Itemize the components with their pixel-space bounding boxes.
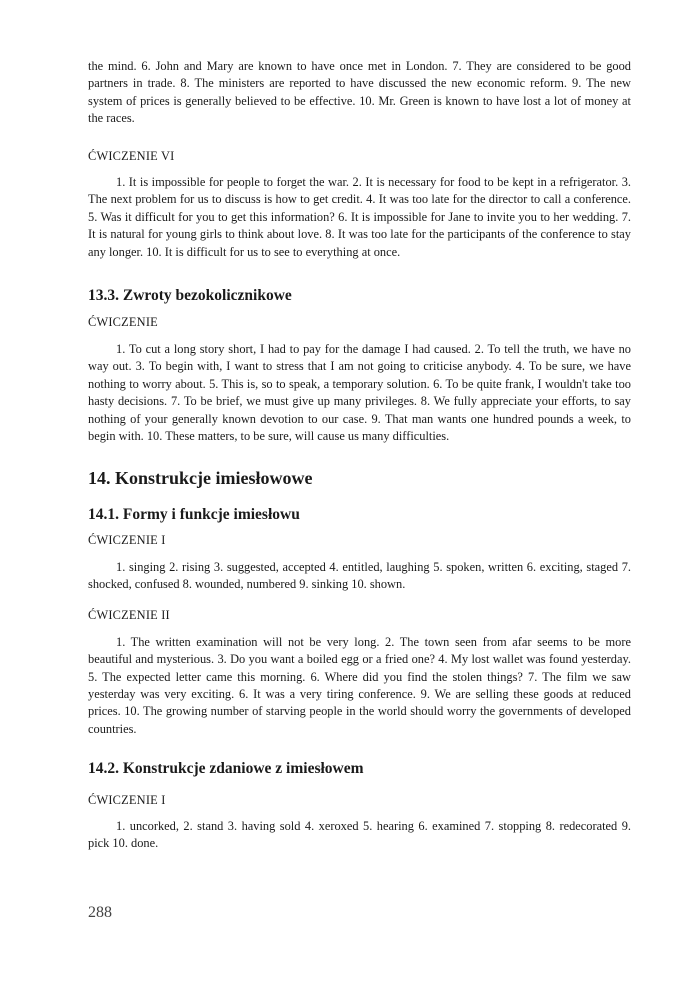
- section-13-3-heading: 13.3. Zwroty bezokolicznikowe: [88, 287, 292, 305]
- page-number: 288: [88, 904, 112, 921]
- exercise-14-1-i-label: ĆWICZENIE I: [88, 533, 166, 548]
- exercise-13-3-label: ĆWICZENIE: [88, 315, 158, 330]
- exercise-14-1-i-text: 1. singing 2. rising 3. suggested, accepted 4. entitled, laughing 5. spoken, written 6. exciting, staged 7. shocked, confused 8. wounded, numbered 9. sinking 10. shown.: [88, 559, 631, 591]
- section-14-1-heading: 14.1. Formy i funkcje imiesłowu: [88, 505, 300, 523]
- exercise-14-1-ii-label: ĆWICZENIE II: [88, 608, 170, 623]
- exercise-14-2-i-text: 1. uncorked, 2. stand 3. having sold 4. xeroxed 5. hearing 6. examined 7. stopping 8. redecorated 9. pick 10. done.: [88, 819, 631, 851]
- chapter-14-heading: 14. Konstrukcje imiesłowowe: [88, 468, 313, 489]
- exercise-14-1-ii-text: 1. The written examination will not be very long. 2. The town seen from afar seems to be more beautiful and mysterious. 3. Do you want a boiled egg or a fried one? 4. My lost wallet was found yesterday. 5. The expected letter came this morning. 6. Where did you find the stolen things? 7. The film we saw yesterday was very exciting. 6. It was a very tiring conference. 9. We are selling these goods at reduced prices. 10. The growing number of starving people in the world should worry the governments of developed countries.: [88, 634, 631, 736]
- exercise-14-2-i-label: ĆWICZENIE I: [88, 792, 166, 807]
- exercise-13-3-text: 1. To cut a long story short, I had to pay for the damage I had caused. 2. To tell the truth, we have no way out. 3. To begin with, I want to stress that I am not going to criticise anybody. 4. To be sure, we have nothing to worry about. 5. This is, so to speak, a temporary solution. 6. To be quite frank, I wouldn't take too hasty decisions. 7. To be brief, we must give up many privileges. 8. We fully appreciate your efforts, to say nothing of your generally known devotion to our case. 9. That man wants one hundred pounds a week, to begin with. 10. These matters, to be sure, will cause us many difficulties.: [88, 341, 631, 443]
- exercise-vi-text: 1. It is impossible for people to forget the war. 2. It is necessary for food to be kept in a refrigerator. 3. The next problem for us to discuss is how to get credit. 4. It was too late for the director to call a conference. 5. Was it difficult for you to get this information? 6. It is impossible for Jane to invite you to her wedding. 7. It is natural for young girls to think about love. 8. It was too late for the participants of the conference to stay any longer. 10. It is difficult for us to see to everything at once.: [88, 175, 631, 259]
- page-content: [88, 58, 631, 853]
- intro-paragraph: the mind. 6. John and Mary are known to have once met in London. 7. They are considered to be good partners in trade. 8. The ministers are reported to have discussed the new economic reform. 9. The new system of prices is generally believed to be effective. 10. Mr. Green is known to have lost a lot of money at the races.: [88, 59, 631, 126]
- exercise-vi-label: ĆWICZENIE VI: [88, 148, 175, 163]
- section-14-2-heading: 14.2. Konstrukcje zdaniowe z imiesłowem: [88, 760, 364, 778]
